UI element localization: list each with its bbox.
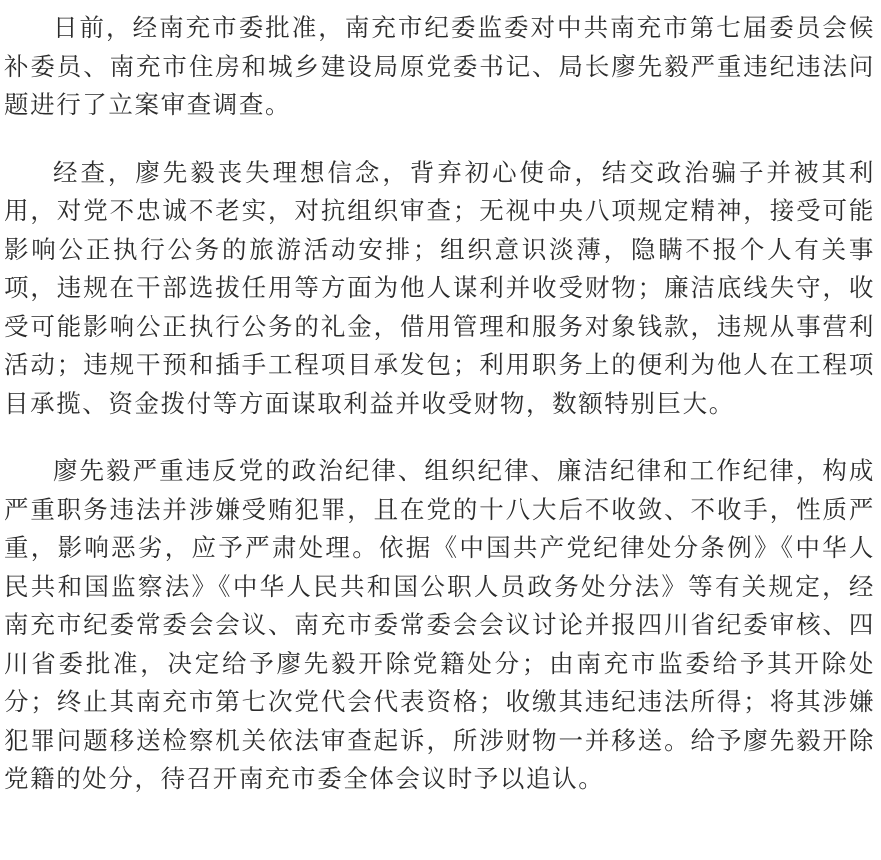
- paragraph-case-opening: 日前，经南充市委批准，南充市纪委监委对中共南充市第七届委员会候补委员、南充市住房和城乡建设局原党委书记、局长廖先毅严重违纪违法问题进行了立案审查调查。: [4, 13, 875, 119]
- paragraph-investigation-findings: 经查，廖先毅丧失理想信念，背弃初心使命，结交政治骗子并被其利用，对党不忠诚不老实，对抗组织审查；无视中央八项规定精神，接受可能影响公正执行公务的旅游活动安排；组织意识淡薄，隐瞒不报个人有关事项，违规在干部选拔任用等方面为他人谋利并收受财物；廉洁底线失守，收受可能影响公正执行公务的礼金，借用管理和服务对象钱款，违规从事营利活动；违规干预和插手工程项目承发包；利用职务上的便利为他人在工程项目承揽、资金拨付等方面谋取利益并收受财物，数额特别巨大。: [4, 157, 875, 418]
- paragraph-disciplinary-decision: 廖先毅严重违反党的政治纪律、组织纪律、廉洁纪律和工作纪律，构成严重职务违法并涉嫌受贿犯罪，且在党的十八大后不收敛、不收手，性质严重，影响恶劣，应予严肃处理。依据《中国共产党纪律处分条例》《中华人民共和国监察法》《中华人民共和国公职人员政务处分法》等有关规定，经南充市纪委常委会会议、南充市委常委会会议讨论并报四川省纪委审核、四川省委批准，决定给予廖先毅开除党籍处分；由南充市监委给予其开除处分；终止其南充市第七次党代会代表资格；收缴其违纪违法所得；将其涉嫌犯罪问题移送检察机关依法审查起诉，所涉财物一并移送。给予廖先毅开除党籍的处分，待召开南充市委全体会议时予以追认。: [4, 456, 875, 793]
